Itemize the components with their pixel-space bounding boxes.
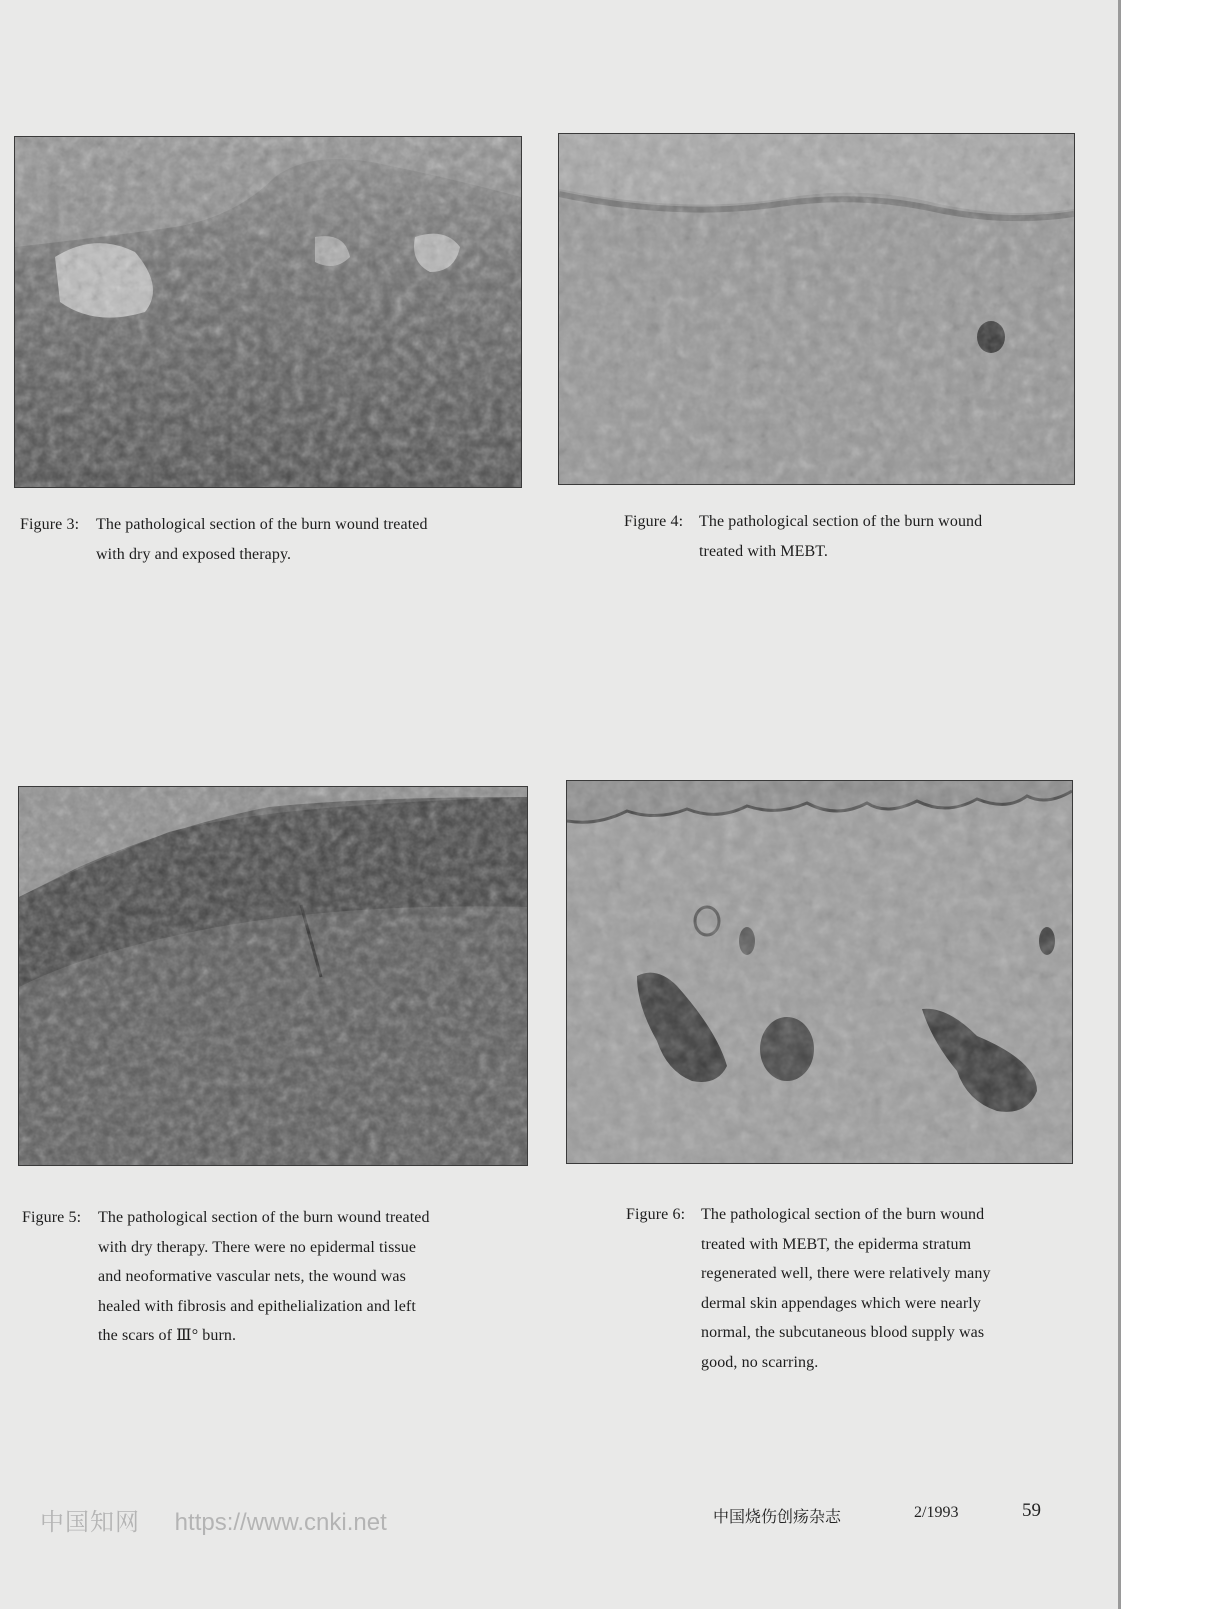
figure-4-caption <box>624 507 1094 566</box>
figure-6-text: The pathological section of the burn wound treated with MEBT, the epiderma stratum regenerated well, there were relatively many dermal skin appendages which were nearly normal, the subcutaneous blood supply was good, no scarring. <box>701 1206 991 1371</box>
figure-3-text: The pathological section of the burn wound treated with dry and exposed therapy. <box>96 516 428 563</box>
cnki-watermark <box>40 1502 387 1537</box>
page-edge <box>1118 0 1216 1609</box>
figure-5-label: Figure 5: <box>22 1209 82 1226</box>
page-number: 59 <box>1022 1500 1041 1521</box>
figure-4-label: Figure 4: <box>624 513 684 530</box>
figure-5-micrograph <box>18 786 528 1166</box>
figure-3-label: Figure 3: <box>20 516 80 533</box>
figure-3-caption <box>20 510 540 569</box>
figure-6-label: Figure 6: <box>626 1206 686 1223</box>
watermark-cn: 中国知网 <box>40 1509 140 1536</box>
watermark-url: https://www.cnki.net <box>174 1509 387 1536</box>
figure-6-caption <box>626 1200 1096 1377</box>
figure-5-caption <box>22 1203 542 1351</box>
issue-number: 2/1993 <box>914 1504 959 1521</box>
journal-name: 中国烧伤创疡杂志 <box>713 1507 842 1526</box>
figure-4-micrograph <box>558 133 1075 485</box>
figure-5-text: The pathological section of the burn wound treated with dry therapy. There were no epidermal tissue and neoformative vascular nets, the wound was healed with fibrosis and epithelialization and left the scars of Ⅲ° burn. <box>98 1209 430 1344</box>
figure-3-micrograph <box>14 136 522 488</box>
figure-4-text: The pathological section of the burn wound treated with MEBT. <box>699 513 983 560</box>
figure-6-micrograph <box>566 780 1073 1164</box>
